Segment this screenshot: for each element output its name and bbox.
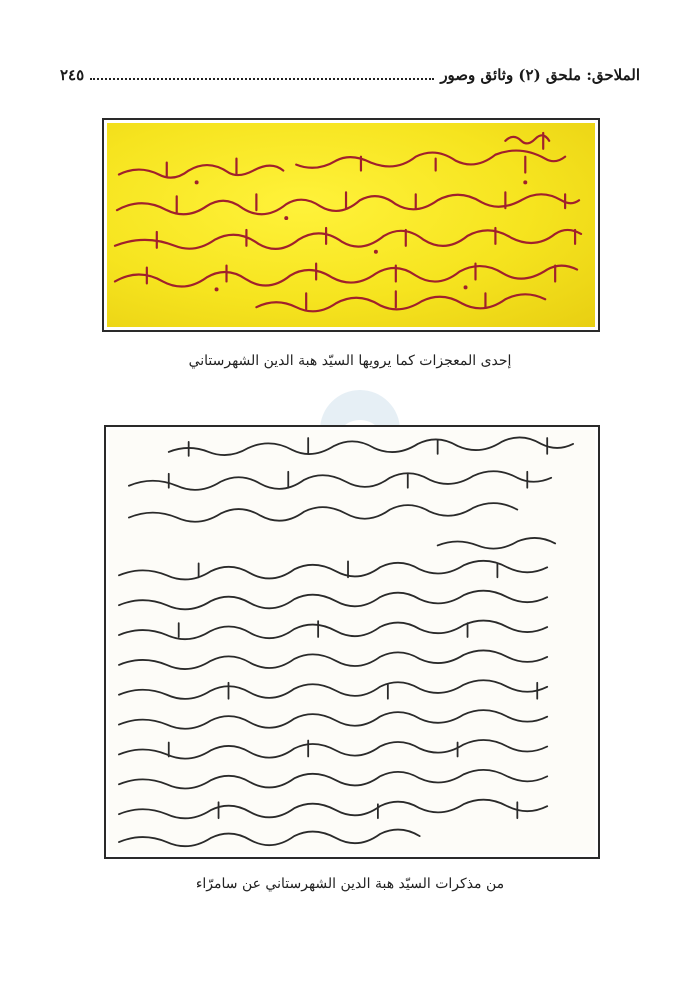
yellow-manuscript [107,123,595,327]
handwriting-red [107,123,595,327]
dot-leader [90,66,434,80]
caption-figure-1: إحدى المعجزات كما يرويها السيّد هبة الدين الشهرستاني [188,353,512,369]
caption-figure-2: من مذكرات السيّد هبة الدين الشهرستاني عن سامرّاء [195,876,505,892]
manuscript-image-2 [104,425,600,859]
header-title: الملاحق: ملحق (٢) وثائق وصور [440,66,640,84]
manuscript-image-1 [102,118,600,332]
page-header [60,66,640,90]
memoir-page [109,430,595,854]
handwriting-black [109,430,595,854]
page-number: ٢٤٥ [60,66,85,84]
